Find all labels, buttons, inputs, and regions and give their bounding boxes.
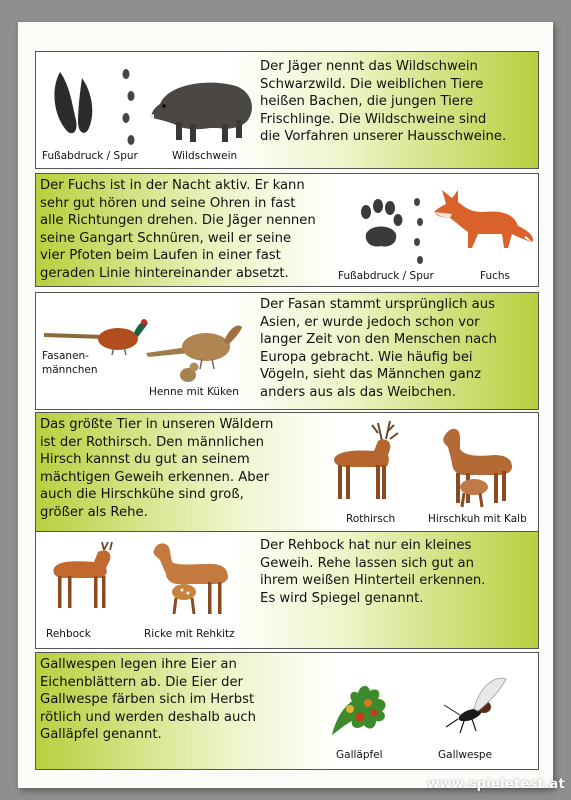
chick-illustration <box>178 361 200 385</box>
caption-pheasant-hen: Henne mit Küken <box>149 386 239 398</box>
section-wildschwein <box>35 51 539 169</box>
caption-doe-fawn: Ricke mit Rehkitz <box>144 628 235 640</box>
text-gallwespe: Gallwespen legen ihre Eier an Eichenblättern ab. Die Eier der Gallwespe färben sich im Herbst rötlich und werden deshalb auch Galläpfel genannt. <box>40 657 256 743</box>
doe-with-fawn-illustration <box>148 538 238 618</box>
section-fuchs <box>35 173 539 287</box>
caption-wild-boar: Wildschwein <box>172 150 238 162</box>
caption-fox: Fuchs <box>480 270 511 282</box>
text-fuchs: Der Fuchs ist in der Nacht aktiv. Er kann sehr gut hören und seine Ohren in fast alle Richtungen drehen. Die Jäger nennen seine Gangart Schnüren, weil er seine vier Pfoten beim Laufen in einer fast geraden Linie hintereinander absetzt. <box>40 178 316 281</box>
red-deer-stag-illustration <box>328 419 410 503</box>
oak-leaf-galls-illustration <box>326 679 398 741</box>
hind-with-calf-illustration <box>434 423 518 509</box>
wild-boar-illustration <box>148 74 258 144</box>
roebuck-illustration <box>46 540 126 614</box>
game-card <box>18 22 553 788</box>
section-rehbock <box>35 531 539 649</box>
text-rehbock: Der Rehbock hat nur ein kleines Geweih. Rehe lassen sich gut an ihrem weißen Hinterteil erkennen. Es wird Spiegel genannt. <box>260 538 486 606</box>
hoofprint-icon <box>52 70 102 140</box>
track-icon <box>121 66 137 146</box>
section-fasan <box>35 292 539 410</box>
fox-track-icon <box>412 196 426 266</box>
text-wildschwein: Der Jäger nennt das Wildschwein Schwarzwild. Die weiblichen Tiere heißen Bachen, die jungen Tiere Frischlinge. Die Wildschweine sind die Vorfahren unserer Hausschweine. <box>260 59 507 145</box>
fox-illustration <box>432 188 536 256</box>
text-rothirsch: Das größte Tier in unseren Wäldern ist der Rothirsch. Den männlichen Hirsch kannst du gut an seinem mächtigen Geweih erkennen. Aber auch die Hirschkühe sind groß, größer als Rehe. <box>40 417 274 520</box>
gall-wasp-illustration <box>440 675 510 735</box>
caption-gall-wasp: Gallwespe <box>438 749 493 761</box>
text-fasan: Der Fasan stammt ursprünglich aus Asien, er wurde jedoch schon vor langer Zeit von den Menschen nach Europa gebracht. Wie häufig bei Vögeln, sieht das Männchen ganz anders aus als das Weibchen. <box>260 297 497 400</box>
caption-footprint-fox: Fußabdruck / Spur <box>338 270 434 282</box>
section-rothirsch <box>35 412 539 532</box>
caption-roebuck: Rehbock <box>46 628 91 640</box>
section-gallwespe <box>35 652 539 770</box>
watermark: www.spieletest.at <box>427 777 565 792</box>
caption-footprint: Fußabdruck / Spur <box>42 150 138 162</box>
caption-stag: Rothirsch <box>346 513 396 525</box>
caption-galls: Galläpfel <box>336 749 383 761</box>
caption-pheasant-male: Fasanen- männchen <box>42 350 98 376</box>
caption-hind-calf: Hirschkuh mit Kalb <box>428 513 527 525</box>
paw-print-icon <box>356 200 404 254</box>
